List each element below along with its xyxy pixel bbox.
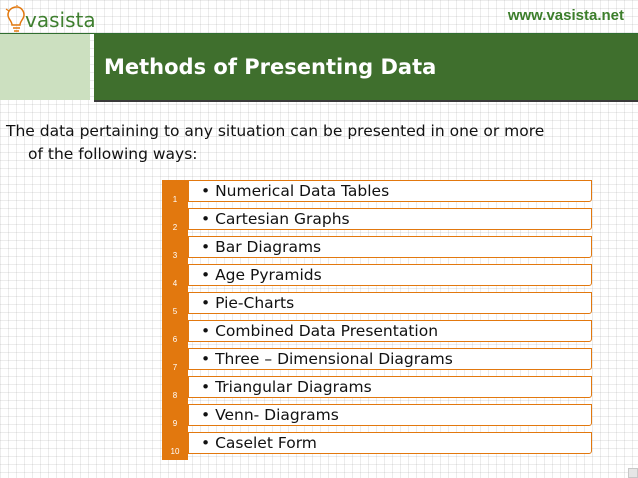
method-item [162, 376, 592, 398]
method-item [162, 292, 592, 314]
methods-list [162, 180, 592, 463]
site-url[interactable]: www.vasista.net [507, 7, 624, 24]
method-number: 3 [162, 236, 188, 264]
logo-text: vasista [25, 8, 96, 32]
method-bar [188, 376, 592, 398]
method-label: • Age Pyramids [201, 266, 322, 284]
method-label: • Bar Diagrams [201, 238, 322, 256]
intro-paragraph [6, 120, 606, 166]
vasista-logo [5, 3, 96, 33]
method-number: 5 [162, 292, 188, 320]
page-title: Methods of Presenting Data [104, 55, 437, 79]
method-label: • Pie-Charts [201, 294, 295, 312]
method-bar [188, 348, 592, 370]
method-item [162, 404, 592, 426]
method-bar [188, 208, 592, 230]
method-number: 10 [162, 432, 188, 460]
method-item [162, 348, 592, 370]
method-number: 7 [162, 348, 188, 376]
intro-line-1: The data pertaining to any situation can be presented in one or more [6, 122, 545, 140]
method-label: • Cartesian Graphs [201, 210, 350, 228]
intro-line-2: of the following ways: [28, 145, 198, 163]
method-label: • Numerical Data Tables [201, 182, 390, 200]
method-number: 9 [162, 404, 188, 432]
method-number: 6 [162, 320, 188, 348]
method-label: • Triangular Diagrams [201, 378, 372, 396]
method-label: • Three – Dimensional Diagrams [201, 350, 453, 368]
method-number: 4 [162, 264, 188, 292]
method-label: • Combined Data Presentation [201, 322, 439, 340]
method-label: • Caselet Form [201, 434, 317, 452]
method-bar [188, 292, 592, 314]
method-bar [188, 236, 592, 258]
method-bar [188, 320, 592, 342]
method-item [162, 264, 592, 286]
method-item [162, 320, 592, 342]
method-label: • Venn- Diagrams [201, 406, 339, 424]
method-item [162, 208, 592, 230]
method-number: 8 [162, 376, 188, 404]
method-bar [188, 180, 592, 202]
method-item [162, 180, 592, 202]
method-number: 2 [162, 208, 188, 236]
scrollbar-corner[interactable] [628, 468, 638, 478]
method-item [162, 236, 592, 258]
method-item [162, 432, 592, 454]
title-underline [94, 100, 638, 102]
method-bar [188, 432, 592, 454]
title-accent-box [0, 34, 90, 100]
method-bar [188, 404, 592, 426]
method-number: 1 [162, 180, 188, 208]
method-bar [188, 264, 592, 286]
